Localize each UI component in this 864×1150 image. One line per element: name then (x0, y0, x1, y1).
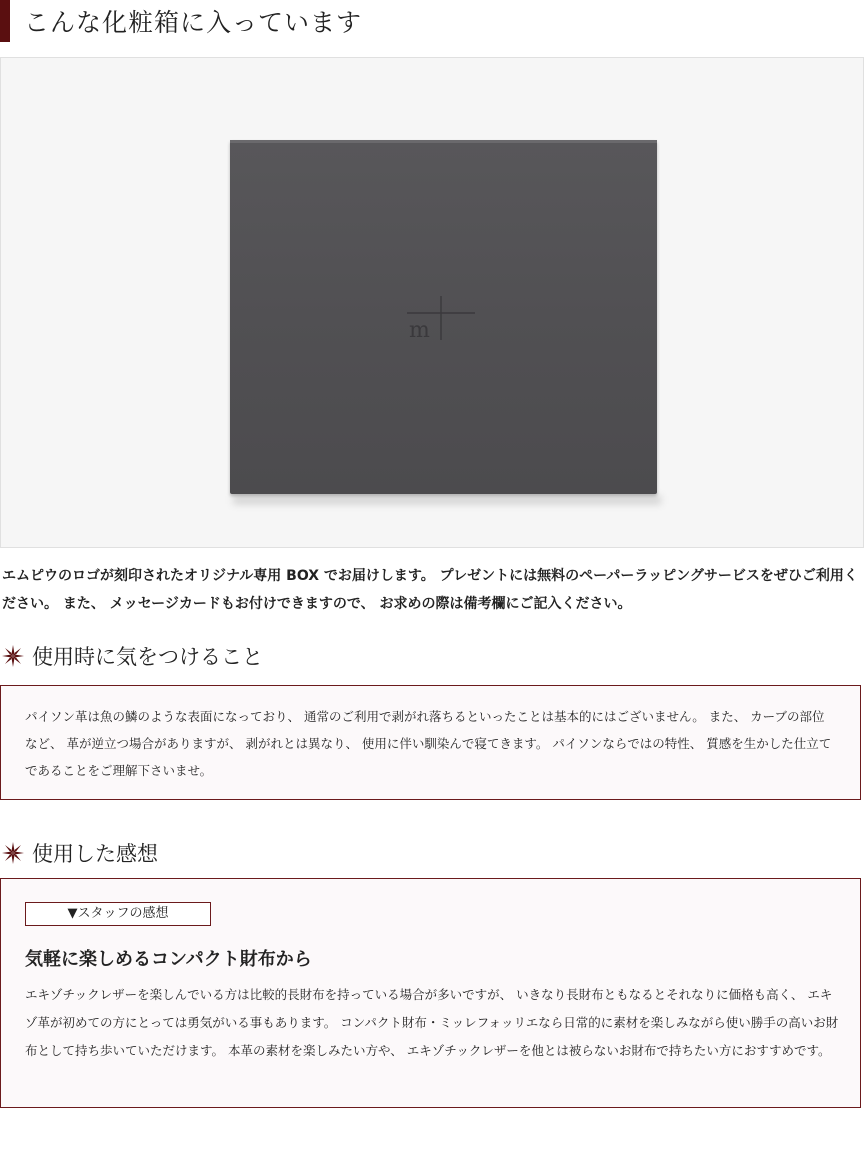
section-title-bar (0, 0, 864, 42)
review-title: 気軽に楽しめるコンパクト財布から (25, 949, 312, 970)
caution-heading (2, 641, 263, 671)
caution-box (0, 685, 861, 800)
star-burst-icon (2, 645, 24, 667)
brand-logo-icon (407, 296, 475, 340)
review-box (0, 878, 861, 1108)
gift-box-image (230, 140, 657, 494)
star-burst-icon (2, 842, 24, 864)
title-accent-bar (0, 0, 10, 42)
product-photo (0, 57, 864, 548)
staff-review-tag: ▼スタッフの感想 (25, 902, 211, 926)
box-lid-edge (230, 140, 657, 143)
page-title: こんな化粧箱に入っています (24, 8, 363, 37)
logo-letter: m (409, 318, 430, 340)
review-heading-label: 使用した感想 (32, 842, 158, 866)
box-description: エムピウのロゴが刻印されたオリジナル専用 BOX でお届けします。 プレゼントには無料のペーパーラッピングサービスをぜひご利用ください。 また、 メッセージカードもお付けできますので、 お求めの際は備考欄にご記入ください。 (2, 568, 858, 612)
caution-heading-label: 使用時に気をつけること (32, 645, 263, 669)
review-heading (2, 838, 158, 868)
caution-text: パイソン革は魚の鱗のような表面になっており、 通常のご利用で剥がれ落ちるといったことは基本的にはございません。 また、 カーブの部位など、 革が逆立つ場合がありますが、 剥がれとは異なり、 使用に伴い馴染んで寝てきます。 パイソンならではの特性、 質感を生かした仕立てであることをご理解下さいませ。 (25, 709, 832, 778)
review-text: エキゾチックレザーを楽しんでいる方は比較的長財布を持っている場合が多いですが、 いきなり長財布ともなるとそれなりに価格も高く、 エキゾ革が初めての方にとっては勇気がいる事もあります。 コンパクト財布・ミッレフォッリエなら日常的に素材を楽しみながら使い勝手の高いお財布として持ち歩いていただけます。 本革の素材を楽しみたい方や、 エキゾチックレザーを他とは被らないお財布で持ちたい方におすすめです。 (25, 987, 839, 1058)
box-shadow (233, 496, 661, 504)
